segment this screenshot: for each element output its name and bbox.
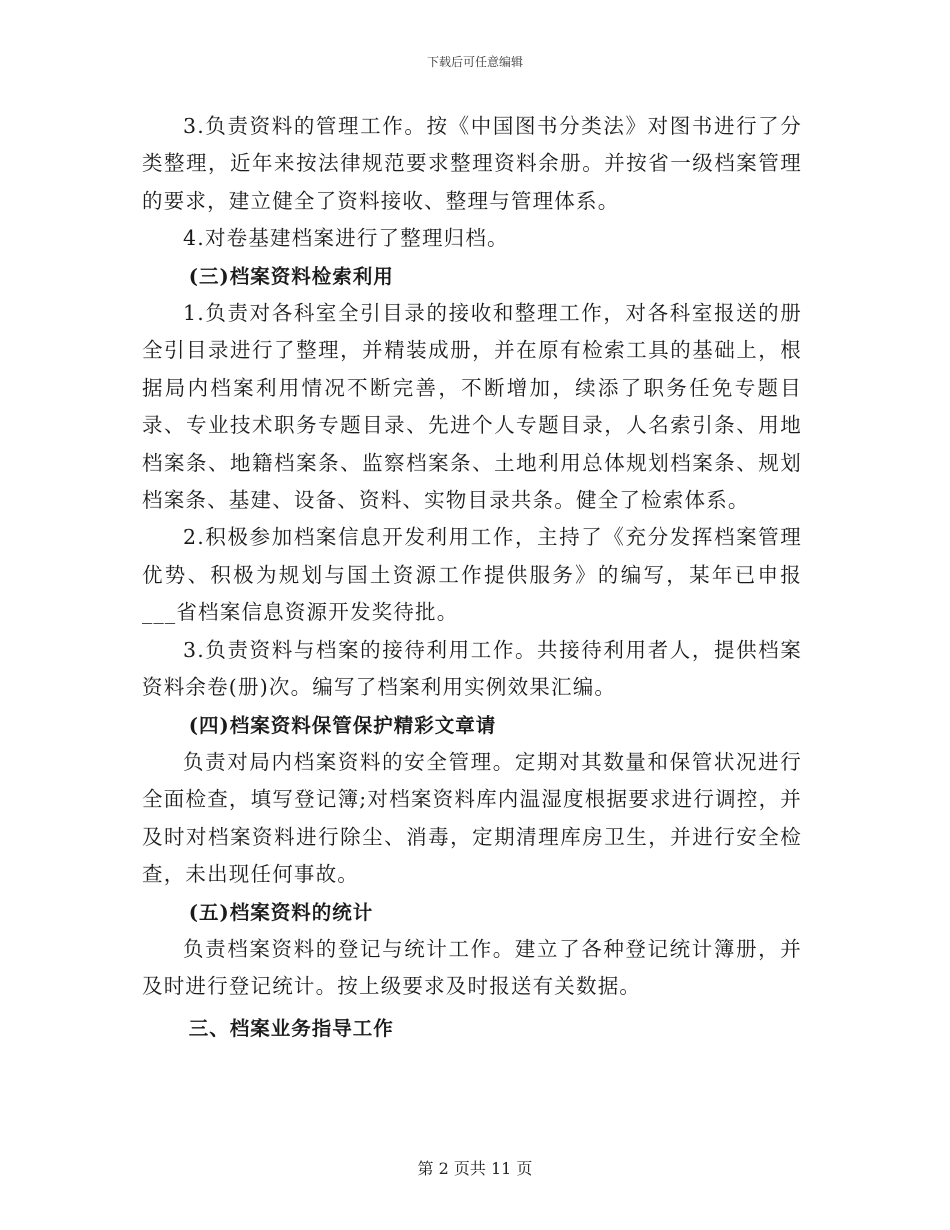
page-header: 下载后可任意编辑 — [426, 55, 523, 69]
paragraph-safety-management: 负责对局内档案资料的安全管理。定期对其数量和保管状况进行全面检查，填写登记簿;对档案资料库内温湿度根据要求进行调控，并及时对档案资料进行除尘、消毒，定期清理库房卫生，并进行安全检查，未出现任何事故。 — [142, 749, 802, 887]
section-heading-guidance: 三、档案业务指导工作 — [188, 1016, 394, 1040]
paragraph-registration-statistics: 负责档案资料的登记与统计工作。建立了各种登记统计簿册，并及时进行登记统计。按上级要求及时报送有关数据。 — [142, 936, 802, 999]
paragraph-reception-use: 3.负责资料与档案的接待利用工作。共接待利用者人，提供档案资料余卷(册)次。编写了档案利用实例效果汇编。 — [142, 637, 802, 700]
paragraph-archive-filing: 4.对卷基建档案进行了整理归档。 — [183, 226, 509, 251]
page-number-footer: 第 2 页共 11 页 — [417, 1159, 533, 1178]
document-body — [142, 108, 802, 1047]
paragraph-information-development: 2.积极参加档案信息开发利用工作，主持了《充分发挥档案管理优势、积极为规划与国土资源工作提供服务》的编写，某年已申报___省档案信息资源开发奖待批。 — [142, 525, 802, 625]
paragraph-resource-management: 3.负责资料的管理工作。按《中国图书分类法》对图书进行了分类整理，近年来按法律规范要求整理资料余册。并按省一级档案管理的要求，建立健全了资料接收、整理与管理体系。 — [142, 114, 802, 213]
paragraph-catalog-indexing: 1.负责对各科室全引目录的接收和整理工作，对各科室报送的册全引目录进行了整理，并精装成册，并在原有检索工具的基础上，根据局内档案利用情况不断完善，不断增加，续添了职务任免专题目录、专业技术职务专题目录、先进个人专题目录，人名索引条、用地档案条、地籍档案条、监察档案条、土地利用总体规划档案条、规划档案条、基建、设备、资料、实物目录共条。健全了检索体系。 — [142, 301, 802, 513]
section-heading-statistics: (五)档案资料的统计 — [188, 900, 374, 924]
section-heading-retrieval: (三)档案资料检索利用 — [188, 264, 394, 288]
section-heading-preservation: (四)档案资料保管保护精彩文章请 — [188, 713, 497, 737]
